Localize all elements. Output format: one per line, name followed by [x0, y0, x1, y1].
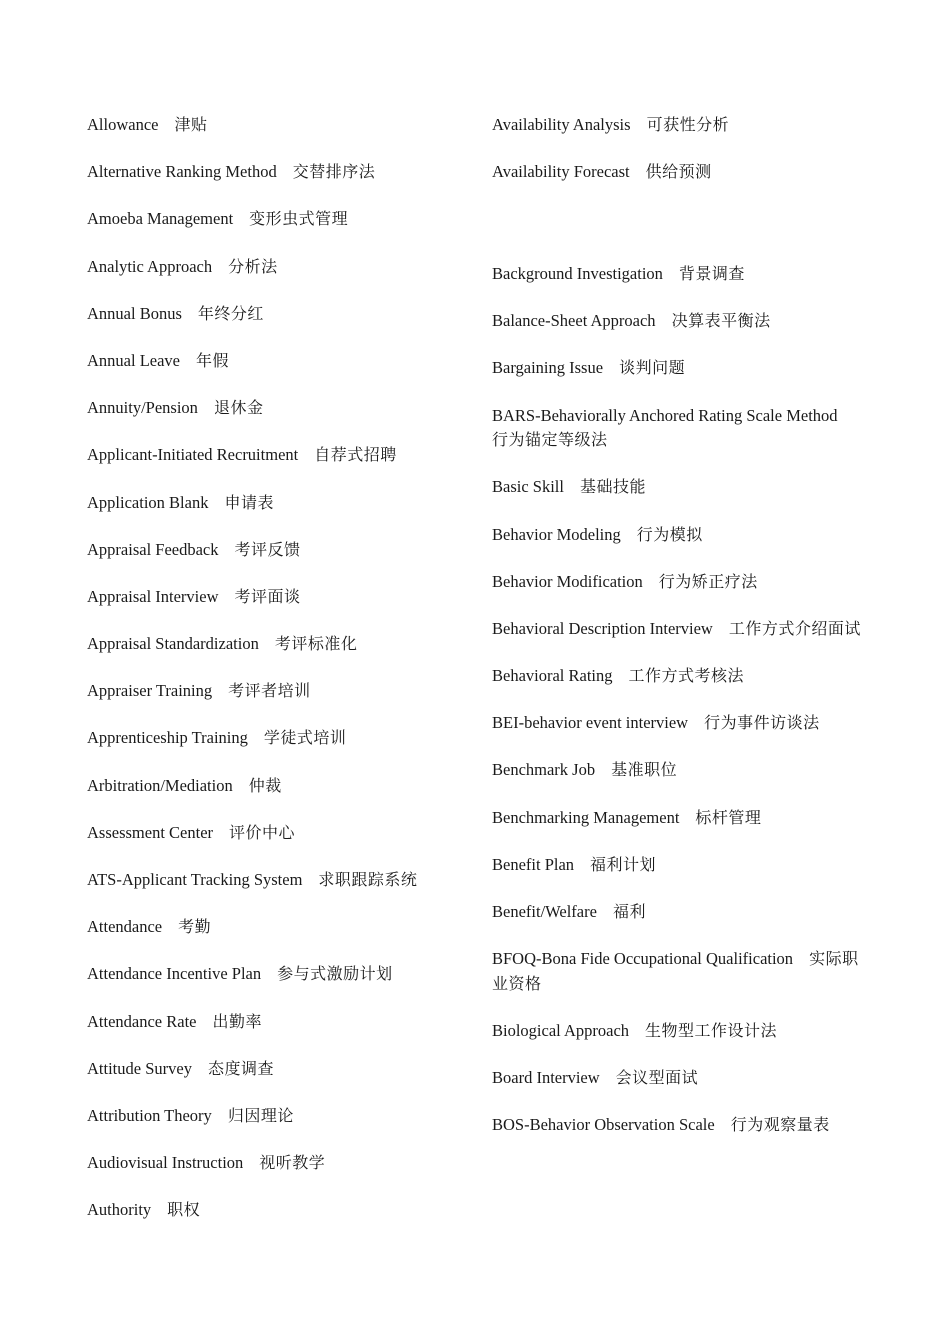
- glossary-term-chinese: 可获性分析: [646, 115, 730, 134]
- glossary-entry: [87, 1010, 467, 1035]
- glossary-term-chinese: 基础技能: [579, 477, 646, 497]
- glossary-term-english: Arbitration/Mediation: [87, 775, 233, 795]
- glossary-entry: [492, 262, 867, 287]
- glossary-term-english: Amoeba Management: [87, 209, 234, 229]
- glossary-term-english: Annuity/Pension: [87, 398, 198, 418]
- left-glossary-column: [87, 113, 467, 1246]
- glossary-entry: [492, 475, 867, 500]
- glossary-term-chinese: 年假: [196, 350, 230, 370]
- glossary-term-chinese: 行为锚定等级法: [492, 430, 608, 450]
- glossary-entry: [87, 113, 467, 138]
- glossary-term-chinese: 学徒式培训: [263, 728, 347, 748]
- glossary-term-english: Attendance Incentive Plan: [87, 964, 262, 984]
- glossary-term-chinese: 归因理论: [227, 1105, 294, 1125]
- glossary-entry: [492, 1019, 867, 1044]
- glossary-entry: [87, 396, 467, 421]
- glossary-term-english: Availability Forecast: [492, 162, 630, 182]
- glossary-term-chinese: 会议型面试: [615, 1068, 699, 1088]
- glossary-term-english: BEI-behavior event interview: [492, 713, 689, 733]
- glossary-term-english: Behavioral Description Interview: [492, 618, 713, 638]
- glossary-entry: [492, 356, 867, 381]
- glossary-entry: [87, 1198, 467, 1223]
- glossary-term-english: Audiovisual Instruction: [87, 1153, 244, 1173]
- glossary-term-chinese: 行为模拟: [636, 524, 703, 544]
- glossary-term-english: Behavior Modeling: [492, 524, 621, 544]
- glossary-term-chinese: 考评反馈: [234, 539, 301, 559]
- glossary-term-chinese: 态度调查: [207, 1058, 274, 1078]
- glossary-term-chinese: 行为观察量表: [730, 1115, 830, 1135]
- glossary-entry: [87, 962, 467, 987]
- glossary-term-chinese: 退休金: [213, 398, 264, 418]
- glossary-entry: [492, 309, 867, 334]
- glossary-entry: [492, 1113, 867, 1138]
- glossary-term-chinese: 福利: [612, 902, 646, 921]
- glossary-entry: [87, 632, 467, 657]
- glossary-term-chinese: 供给预测: [645, 162, 712, 182]
- glossary-term-english: Bargaining Issue: [492, 358, 604, 378]
- glossary-entry: [87, 443, 467, 468]
- glossary-entry: [87, 679, 467, 704]
- glossary-term-chinese: 福利计划: [590, 854, 657, 874]
- glossary-term-english: Basic Skill: [492, 477, 564, 497]
- glossary-term-chinese: 评价中心: [229, 822, 296, 842]
- glossary-term-english: Availability Analysis: [492, 115, 631, 134]
- glossary-term-english: Attitude Survey: [87, 1058, 192, 1078]
- glossary-entry: [87, 207, 467, 232]
- glossary-term-english: Benefit Plan: [492, 854, 575, 874]
- glossary-entry: [87, 821, 467, 846]
- glossary-term-chinese: 出勤率: [212, 1011, 263, 1031]
- glossary-entry: [87, 1104, 467, 1129]
- right-glossary-column: [492, 113, 867, 1160]
- glossary-term-chinese: 自荐式招聘: [314, 445, 397, 465]
- glossary-entry: [87, 915, 467, 940]
- glossary-term-english: Apprenticeship Training: [87, 728, 248, 748]
- glossary-term-chinese: 工作方式考核法: [628, 666, 745, 686]
- glossary-term-chinese: 实际职业资格: [492, 949, 859, 993]
- glossary-term-english: Alternative Ranking Method: [87, 162, 277, 182]
- glossary-entry: [87, 349, 467, 374]
- glossary-term-english: Authority: [87, 1200, 152, 1220]
- glossary-entry: [492, 617, 867, 642]
- glossary-entry: [492, 664, 867, 689]
- glossary-term-english: Applicant-Initiated Recruitment: [87, 445, 299, 465]
- glossary-term-chinese: 参与式激励计划: [277, 964, 393, 984]
- glossary-term-chinese: 标杆管理: [695, 807, 762, 827]
- glossary-term-chinese: 申请表: [224, 492, 274, 512]
- glossary-entry: [492, 853, 867, 878]
- glossary-term-english: BFOQ-Bona Fide Occupational Qualification: [492, 949, 794, 969]
- glossary-entry: [492, 523, 867, 548]
- glossary-term-english: Background Investigation: [492, 264, 663, 284]
- glossary-term-chinese: 考评标准化: [274, 634, 358, 654]
- glossary-term-english: Appraiser Training: [87, 681, 213, 701]
- glossary-entry: [87, 538, 467, 563]
- glossary-term-chinese: 视听教学: [259, 1153, 326, 1173]
- glossary-term-english: BARS-Behaviorally Anchored Rating Scale Method: [492, 405, 838, 425]
- glossary-term-chinese: 仲裁: [248, 775, 282, 795]
- glossary-term-english: Attribution Theory: [87, 1105, 212, 1125]
- glossary-term-english: Benchmark Job: [492, 760, 596, 780]
- glossary-term-chinese: 谈判问题: [619, 358, 686, 378]
- glossary-term-chinese: 津贴: [174, 115, 208, 134]
- glossary-term-chinese: 考勤: [178, 917, 212, 937]
- glossary-term-chinese: 年终分红: [197, 303, 264, 323]
- glossary-term-english: Appraisal Feedback: [87, 539, 219, 559]
- glossary-term-english: Appraisal Interview: [87, 586, 219, 606]
- glossary-term-chinese: 职权: [167, 1200, 201, 1220]
- glossary-term-english: Allowance: [87, 115, 159, 134]
- glossary-entry: [492, 404, 867, 453]
- glossary-entry: [492, 160, 867, 185]
- glossary-term-chinese: 求职跟踪系统: [318, 870, 418, 889]
- glossary-term-chinese: 行为事件访谈法: [704, 713, 820, 733]
- glossary-term-english: Biological Approach: [492, 1020, 630, 1040]
- glossary-term-english: Assessment Center: [87, 822, 214, 842]
- glossary-entry: [87, 1057, 467, 1082]
- glossary-term-chinese: 基准职位: [611, 760, 678, 780]
- glossary-term-english: Analytic Approach: [87, 256, 213, 276]
- glossary-entry: [492, 806, 867, 831]
- glossary-term-english: Appraisal Standardization: [87, 634, 259, 654]
- glossary-term-chinese: 考评面谈: [234, 586, 301, 606]
- glossary-entry: [87, 774, 467, 799]
- glossary-term-english: Balance-Sheet Approach: [492, 311, 656, 331]
- glossary-entry: [492, 900, 867, 925]
- glossary-entry: [87, 491, 467, 516]
- glossary-term-chinese: 分析法: [228, 256, 278, 276]
- glossary-entry: [87, 160, 467, 185]
- glossary-entry: [87, 585, 467, 610]
- glossary-term-chinese: 变形虫式管理: [249, 209, 349, 229]
- glossary-entry: [492, 947, 867, 996]
- glossary-term-english: Annual Bonus: [87, 303, 182, 323]
- glossary-term-chinese: 考评者培训: [228, 681, 311, 701]
- glossary-term-english: Annual Leave: [87, 350, 180, 370]
- glossary-term-chinese: 生物型工作设计法: [645, 1020, 778, 1040]
- glossary-term-english: Benefit/Welfare: [492, 902, 597, 921]
- glossary-entry: [87, 302, 467, 327]
- glossary-term-chinese: 行为矫正疗法: [658, 571, 758, 591]
- glossary-term-english: Behavior Modification: [492, 571, 643, 591]
- glossary-entry: [492, 113, 867, 138]
- glossary-term-english: Application Blank: [87, 492, 209, 512]
- glossary-entry: [492, 207, 867, 239]
- glossary-entry: [492, 711, 867, 736]
- glossary-entry: [87, 1151, 467, 1176]
- glossary-term-english: Benchmarking Management: [492, 807, 680, 827]
- glossary-term-english: Behavioral Rating: [492, 666, 613, 686]
- glossary-entry: [492, 758, 867, 783]
- glossary-entry: [492, 570, 867, 595]
- glossary-entry: [87, 255, 467, 280]
- glossary-term-english: BOS-Behavior Observation Scale: [492, 1115, 715, 1135]
- glossary-term-english: Board Interview: [492, 1068, 600, 1088]
- glossary-term-english: Attendance: [87, 917, 163, 937]
- glossary-term-chinese: 工作方式介绍面试: [728, 618, 861, 638]
- glossary-term-chinese: 交替排序法: [292, 162, 376, 182]
- glossary-entry: [492, 1066, 867, 1091]
- glossary-term-english: ATS-Applicant Tracking System: [87, 870, 303, 889]
- glossary-entry: [87, 868, 467, 893]
- glossary-term-english: Attendance Rate: [87, 1011, 197, 1031]
- glossary-term-chinese: 决算表平衡法: [671, 311, 771, 331]
- glossary-entry: [87, 726, 467, 751]
- glossary-term-chinese: 背景调查: [678, 264, 745, 284]
